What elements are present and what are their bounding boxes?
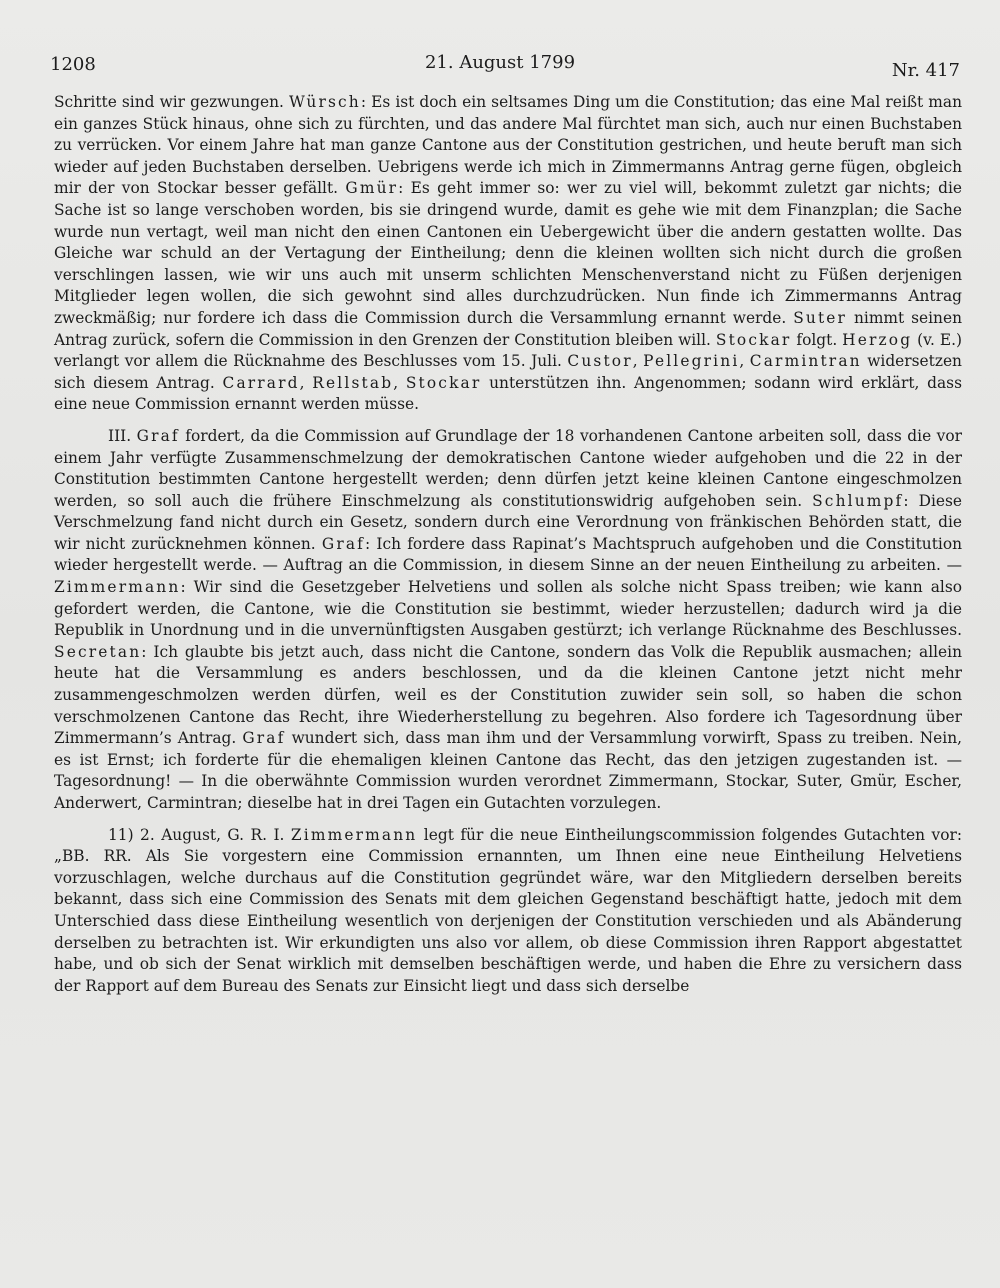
text-run: : Diese Verschmelzung fand nicht durch ein Gesetz, sondern durch eine Verordnung von fränkischen Behörden statt, die wir nicht zurücknehmen können. — [54, 491, 962, 553]
text-run: , — [632, 352, 644, 371]
document-number: Nr. 417 — [891, 60, 960, 81]
paragraph-section-iii — [54, 426, 962, 815]
text-run: 11) 2. August, G. R. I. — [108, 825, 291, 844]
text-run: : Es ist doch ein seltsames Ding um die Constitution; das eine Mal reißt man ein ganzes Stück hinaus, ohne sich zu fürchten, und das andere Mal fürchtet man sich, auch nur einen Buchstaben zu verrücken. Vor einem Jahre hat man ganze Cantone aus der Constitution gestrichen, und heute beruft man sich wieder auf jeden Buchstaben derselben. Uebrigens werde ich mich in Zimmermanns Antrag gerne fügen, obgleich mir der von Stockar besser gefällt. — [54, 93, 962, 198]
text-run: , — [393, 373, 406, 392]
text-run: legt für die neue Eintheilungscommission folgendes Gutachten vor: „BB. RR. Als Sie vorgestern eine Commission ernannten, um Ihnen eine neue Eintheilung Helvetiens vorzuschlagen, welche durchaus auf die Constitution gegründet wäre, war den Mitgliedern derselben bereits bekannt, dass sich eine Commission des Senats mit dem gleichen Gegenstand beschäftigt hatte, jedoch mit dem Unterschied dass diese Eintheilung wesentlich von derjenigen der Constitution verschieden und als Abänderung derselben zu betrachten ist. Wir erkundigten uns also vor allem, ob diese Commission ihren Rapport abgestattet habe, und ob sich der Senat wirklich mit demselben beschäftigen werde, und haben die Ehre zu versichern dass der Rapport auf dem Bureau des Senats zur Einsicht liegt und dass sich derselbe — [54, 825, 963, 995]
speaker-name: Herzog — [842, 330, 913, 349]
text-run: , — [299, 373, 313, 392]
text-run: Schritte sind wir gezwungen. — [54, 93, 290, 111]
speaker-name: Rellstab — [312, 373, 394, 392]
speaker-name: Carmintran — [749, 352, 862, 371]
text-run: widersetzen sich diesem Antrag. — [54, 352, 962, 392]
text-run: : Ich fordere dass Rapinat’s Machtspruch aufgehoben und die Constitution wieder hergestellt werde. — Auftrag an die Commission, in diesem Sinne an der neuen Eintheilung zu arbeiten. — — [54, 534, 962, 575]
speaker-name: Carrard — [222, 373, 300, 392]
paragraph-continuation — [54, 92, 962, 416]
running-header — [0, 0, 1000, 80]
text-run: : Es geht immer so: wer zu viel will, bekommt zuletzt gar nichts; die Sache ist so lange verschoben worden, bis sie dringend wurde, damit es gehe wie mit dem Finanzplan; die Sache wurde nun vertagt, weil man nicht den einen Cantonen ein Uebergewicht über die andern gestatten wollte. Das Gleiche war schuld an der Vertagung der Eintheilung; denn die kleinen wollten sich nicht durch die großen verschlingen lassen, wie wir uns auch mit unserm schlichten Menschenverstand nicht zu Füßen derjenigen Mitglieder legen wollen, die sich gewohnt sind alles durchzudrücken. Nun finde ich Zimmermanns Antrag zweckmäßig; nur fordere ich dass die Commission durch die Versammlung ernannt werde. — [54, 179, 962, 327]
text-run: wundert sich, dass man ihm und der Versammlung vorwirft, Spass zu treiben. Nein, es ist Ernst; ich forderte für die ehemaligen kleinen Cantone das Recht, das den jetzigen zugestanden ist. — Tagesordnung! — In die oberwähnte Commission wurden verordnet Zimmermann, Stockar, Suter, Gmür, Escher, Anderwert, Carmintran; dieselbe hat in drei Tagen ein Gutachten vorzulegen. — [54, 729, 962, 812]
text-run: III. — [108, 426, 137, 445]
speaker-name: Gmür — [345, 179, 399, 198]
speaker-name: Pellegrini — [643, 352, 740, 371]
speaker-name: Graf — [321, 534, 366, 553]
text-run: nimmt seinen Antrag zurück, sofern die Commission in den Grenzen der Constitution bleiben will. — [54, 308, 962, 349]
text-run: fordert, da die Commission auf Grundlage der 18 vorhandenen Cantone arbeiten soll, dass die vor einem Jahr verfügte Zusammenschmelzung der demokratischen Cantone wieder aufgehoben und die 22 in der Constitution bestimmten Cantone hergestellt werden; denn dürfen jetzt keine kleinen Cantone eingeschmolzen werden, so soll auch die frühere Einschmelzung als constitutionswidrig aufgehoben sein. — [54, 426, 962, 510]
speaker-name: Zimmermann — [54, 578, 181, 597]
text-run: (v. E.) verlangt vor allem die Rücknahme des Beschlusses vom 15. Juli. — [54, 330, 962, 371]
paragraph-item-11 — [54, 825, 962, 998]
speaker-name: Zimmermann — [290, 825, 418, 844]
speaker-name: Suter — [793, 308, 848, 327]
text-run: folgt. — [791, 330, 843, 349]
text-run: : Ich glaubte bis jetzt auch, dass nicht die Cantone, sondern das Volk die Republik ausmachen; allein heute hat die Versammlung es anders beschlossen, und da die kleinen Cantone jetzt nicht mehr zusammengeschmolzen werden dürfen, weil es der Constitution zuwider sein soll, so haben die schon verschmolzenen Cantone das Recht, ihre Wiederherstellung zu begehren. Also fordere ich Tagesordnung über Zimmermann’s Antrag. — [54, 642, 962, 748]
text-run: , — [739, 352, 750, 371]
speaker-name: Secretan — [54, 642, 142, 661]
speaker-name: Graf — [242, 729, 286, 748]
body-text — [54, 92, 962, 997]
speaker-name: Würsch — [289, 93, 361, 111]
speaker-name: Custor — [567, 352, 633, 371]
header-date: 21. August 1799 — [424, 52, 576, 73]
page-number: 1208 — [50, 54, 96, 75]
text-run: unterstützen ihn. Angenommen; sodann wird erklärt, dass eine neue Commission ernannt werden müsse. — [54, 373, 962, 414]
speaker-name: Schlumpf — [812, 491, 904, 510]
speaker-name: Stockar — [715, 330, 792, 349]
text-run: : Wir sind die Gesetzgeber Helvetiens und sollen als solche nicht Spass treiben; wie kann also gefordert werden, die Cantone, wie die Constitution sie bestimmt, wieder herzustellen; dadurch wird ja die Republik in Unordnung und in die unvernünftigsten Ausgaben gestürzt; ich verlange Rücknahme des Beschlusses. — [54, 578, 962, 640]
speaker-name: Stockar — [405, 373, 482, 392]
speaker-name: Graf — [136, 426, 180, 445]
